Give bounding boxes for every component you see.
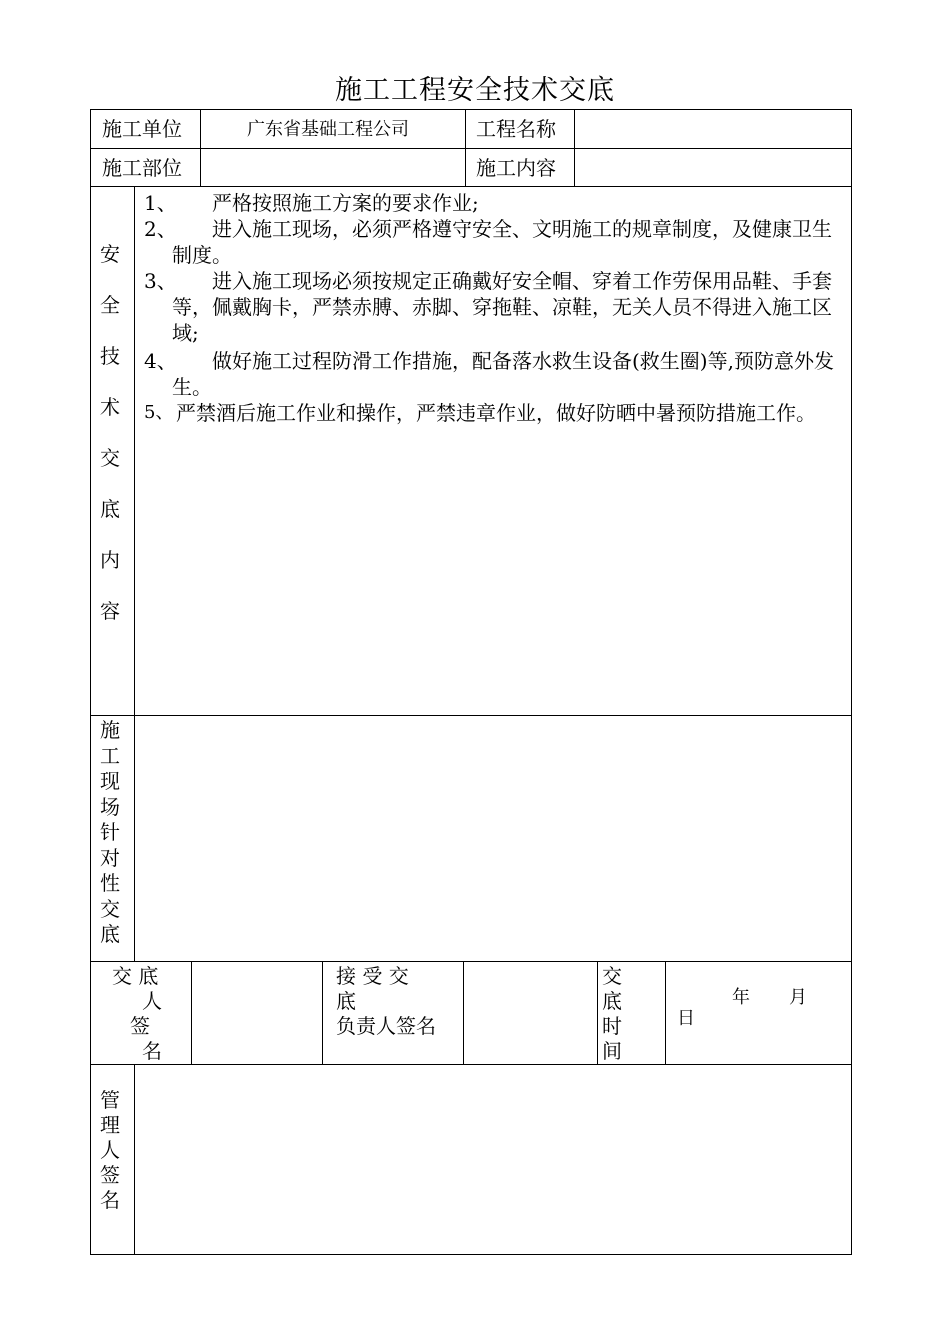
unit-label: 施工单位 [102, 117, 182, 141]
row-divider [90, 1064, 852, 1065]
col-divider [200, 109, 201, 186]
col-divider [134, 186, 135, 961]
col-divider [574, 109, 575, 186]
content-label: 施工内容 [476, 156, 556, 180]
col-divider [463, 961, 464, 1064]
col-divider [191, 961, 192, 1064]
time-label: 交 底 时 间 [602, 964, 622, 1063]
receiver-signature-label: 接 受 交 底 负责人签名 [336, 964, 436, 1038]
unit-value: 广东省基础工程公司 [247, 119, 409, 140]
manager-signature-label: 管 理 人 签 名 [100, 1088, 120, 1212]
row-divider [90, 715, 852, 716]
col-divider [665, 961, 666, 1064]
page-title: 施工工程安全技术交底 [335, 75, 615, 106]
giver-signature-label: 交 底 人 签 名 [112, 964, 162, 1063]
col-divider [322, 961, 323, 1064]
row-divider [90, 961, 852, 962]
col-divider [134, 1064, 135, 1255]
date-month: 月 [789, 987, 807, 1008]
safety-item: 4、 做好施工过程防滑工作措施，配备落水救生设备(救生圈)等,预防意外发生。 [144, 349, 834, 399]
safety-item: 2、 进入施工现场，必须严格遵守安全、文明施工的规章制度，及健康卫生制度。 [144, 217, 832, 267]
project-name-label: 工程名称 [476, 117, 556, 141]
row-divider [90, 148, 852, 149]
col-divider [465, 109, 466, 186]
date-year: 年 [732, 987, 750, 1008]
onsite-section-label: 施 工 现 场 针 对 性 交 底 [100, 718, 120, 946]
part-label: 施工部位 [102, 156, 182, 180]
row-divider [90, 186, 852, 187]
safety-item: 1、 严格按照施工方案的要求作业; [144, 191, 479, 215]
date-day: 日 [677, 1008, 695, 1029]
safety-section-label: 安 全 技 术 交 底 内 容 [100, 242, 120, 623]
safety-item: 3、 进入施工现场必须按规定正确戴好安全帽、穿着工作劳保用品鞋、手套等，佩戴胸卡，严禁赤膊、赤脚、穿拖鞋、凉鞋，无关人员不得进入施工区域; [144, 269, 832, 345]
safety-item: 5、 严禁酒后施工作业和操作，严禁违章作业，做好防晒中暑预防措施工作。 [144, 401, 816, 425]
